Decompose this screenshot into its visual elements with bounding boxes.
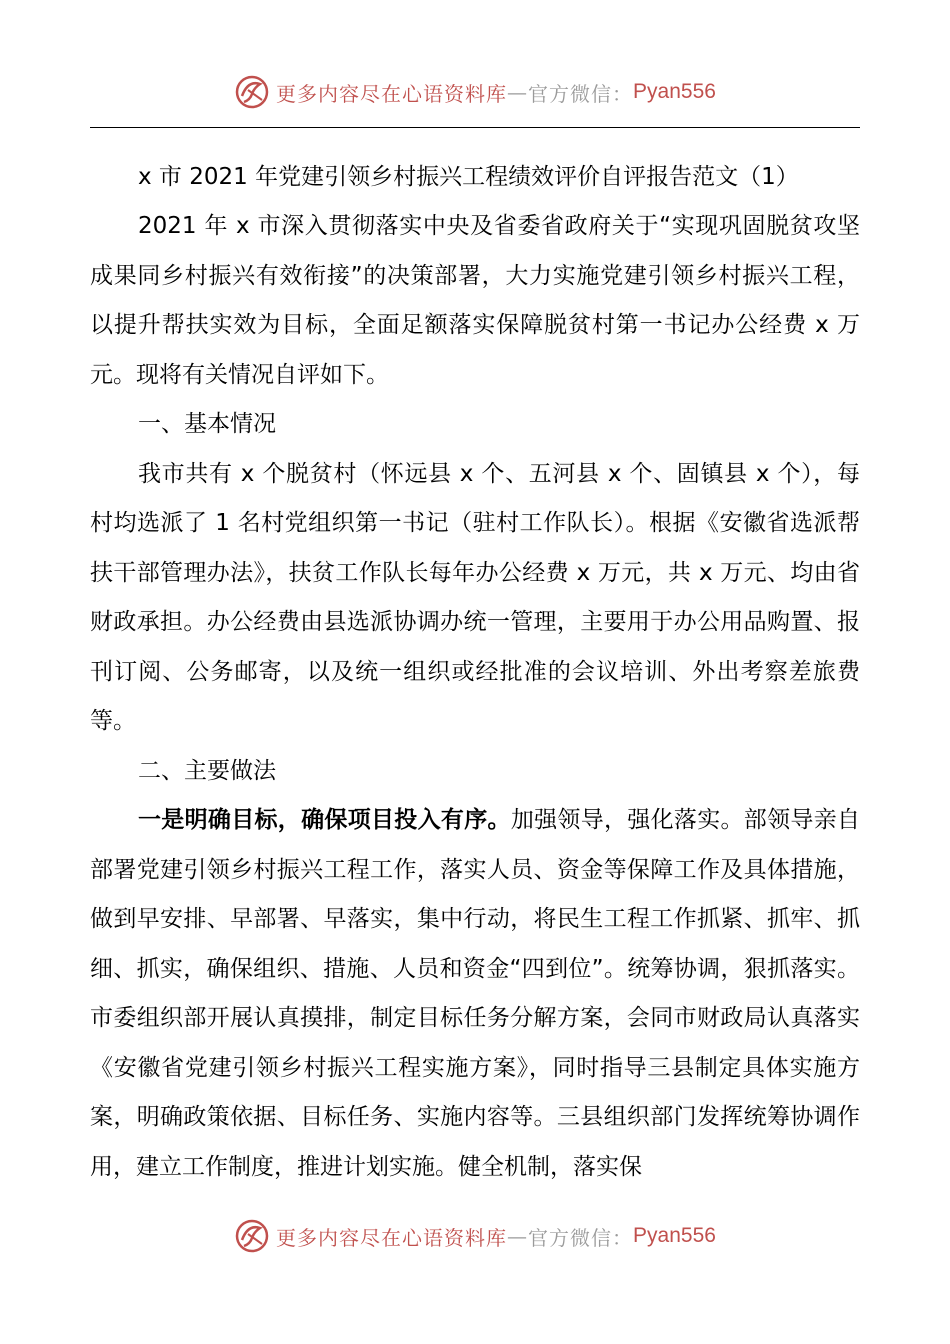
section2-paragraph <box>90 796 860 1192</box>
logo-icon <box>234 74 270 110</box>
header-banner <box>0 70 950 114</box>
section2-lead: 一是明确目标，确保项目投入有序。 <box>138 807 511 833</box>
section2-body: 加强领导，强化落实。部领导亲自部署党建引领乡村振兴工程工作，落实人员、资金等保障工作及具体措施，做到早安排、早部署、早落实，集中行动，将民生工程工作抓紧、抓牢、抓细、抓实，确保组织、措施、人员和资金“四到位”。统筹协调，狠抓落实。市委组织部开展认真摸排，制定目标任务分解方案，会同市财政局认真落实《安徽省党建引领乡村振兴工程实施方案》，同时指导三县制定具体实施方案，明确政策依据、目标任务、实施内容等。三县组织部门发挥统筹协调作用，建立工作制度，推进计划实施。健全机制，落实保 <box>90 807 861 1180</box>
document-body <box>90 152 860 1192</box>
banner-separator: — <box>507 1224 529 1248</box>
wechat-label: 官方微信： <box>528 81 634 106</box>
logo-icon <box>234 1218 270 1254</box>
banner-text: 更多内容尽在心语资料库 <box>276 81 508 106</box>
wechat-id: Pyan556 <box>633 80 716 103</box>
section2-heading: 二、主要做法 <box>138 757 276 784</box>
footer-banner <box>0 1214 950 1258</box>
intro-paragraph: 2021 年 x 市深入贯彻落实中央及省委省政府关于“实现巩固脱贫攻坚成果同乡村振兴有效衔接”的决策部署，大力实施党建引领乡村振兴工程，以提升帮扶实效为目标，全面足额落实保障脱贫村第一书记办公经费 x 万元。现将有关情况自评如下。 <box>90 213 860 388</box>
section1-paragraph: 我市共有 x 个脱贫村（怀远县 x 个、五河县 x 个、固镇县 x 个），每村均选派了 1 名村党组织第一书记（驻村工作队长）。根据《安徽省选派帮扶干部管理办法》，扶贫工作队长每年办公经费 x 万元，共 x 万元、均由省财政承担。办公经费由县选派协调办统一管理，主要用于办公用品购置、报刊订阅、公务邮寄，以及统一组织或经批准的会议培训、外出考察差旅费等。 <box>90 460 860 734</box>
wechat-id: Pyan556 <box>633 1224 716 1247</box>
wechat-label: 官方微信： <box>528 1225 634 1250</box>
document-title: x 市 2021 年党建引领乡村振兴工程绩效评价自评报告范文（1） <box>138 164 799 190</box>
section1-heading: 一、基本情况 <box>138 411 276 437</box>
header-divider <box>90 127 860 128</box>
banner-text: 更多内容尽在心语资料库 <box>276 1225 508 1250</box>
banner-separator: — <box>507 80 529 104</box>
